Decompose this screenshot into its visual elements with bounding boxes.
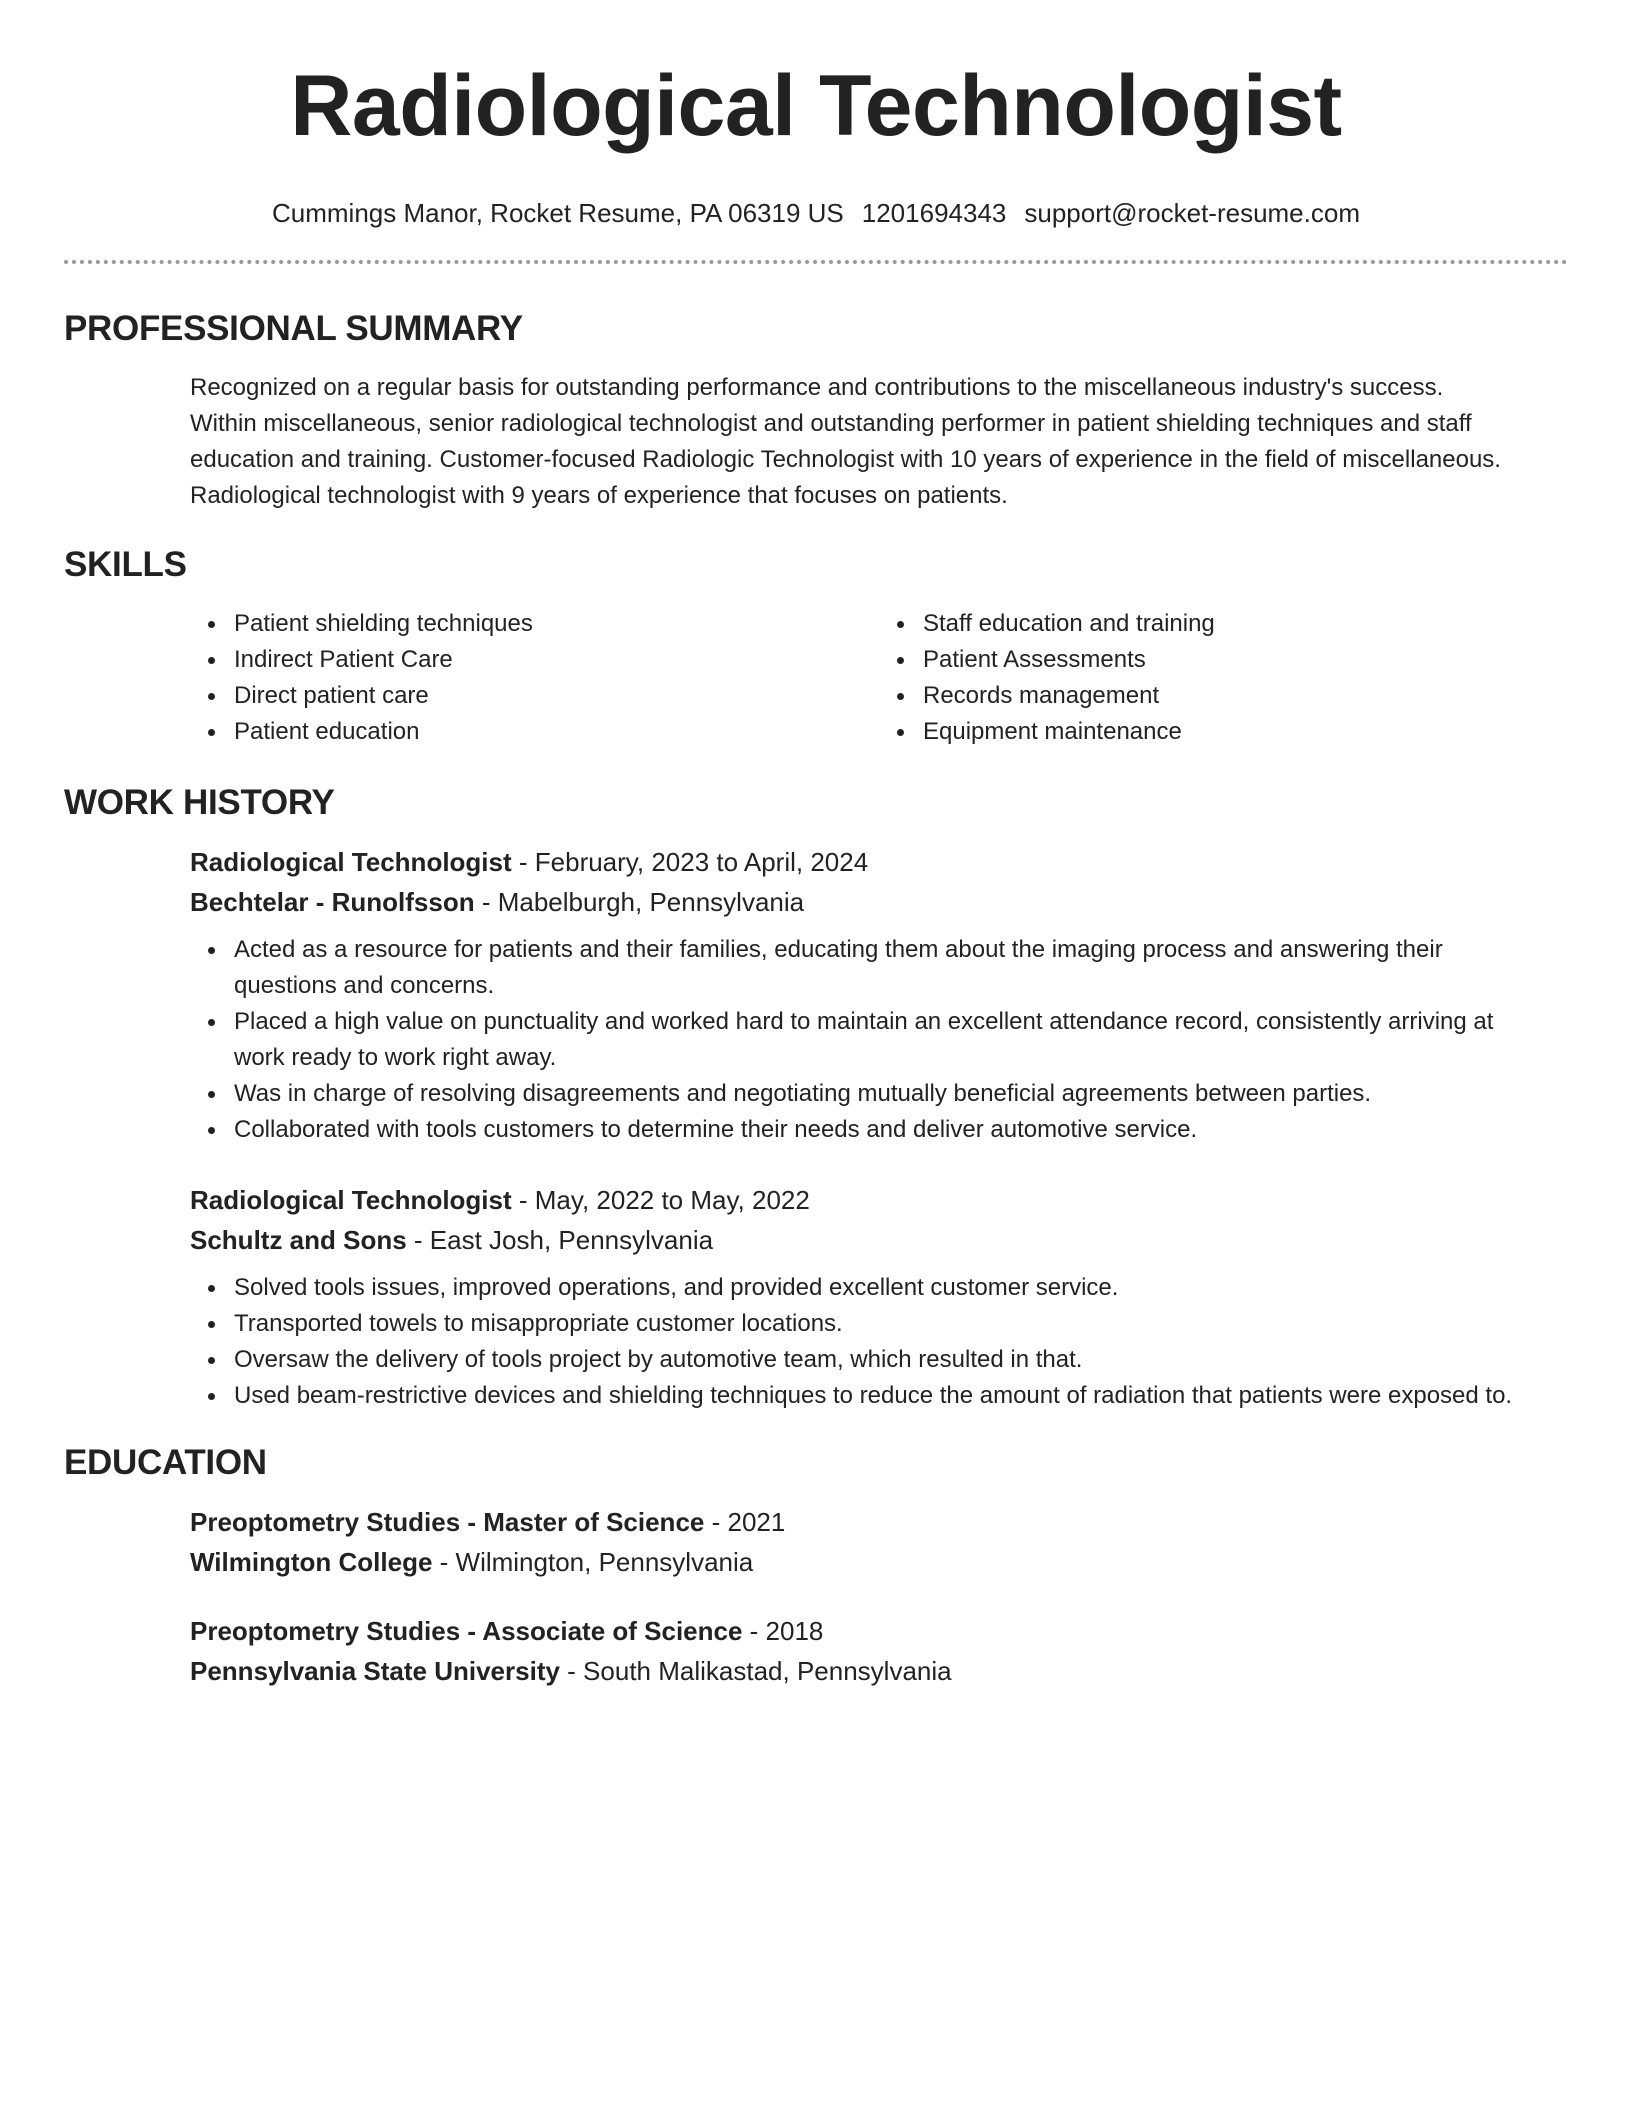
summary-line: education and training. Customer-focused Radiologic Technologist with 10 years of experience in the field of miscellaneous. [190, 446, 1501, 473]
degree: Preoptometry Studies - Master of Science [190, 1507, 705, 1537]
job-title-line [190, 1180, 1568, 1220]
degree: Preoptometry Studies - Associate of Science [190, 1616, 743, 1646]
job-title-line [190, 842, 1568, 882]
contact-line [64, 196, 1568, 230]
job-bullet [234, 1004, 1568, 1076]
degree-year: - 2021 [704, 1507, 786, 1537]
summary-line: Radiological technologist with 9 years of experience that focuses on patients. [190, 482, 1008, 509]
bullet-line: Collaborated with tools customers to determine their needs and deliver automotive service. [234, 1116, 1198, 1143]
job-position: Radiological Technologist [190, 847, 512, 877]
bullet-line: Solved tools issues, improved operations, and provided excellent customer service. [234, 1274, 1119, 1301]
job-dates: - May, 2022 to May, 2022 [511, 1185, 810, 1215]
contact-email: support@rocket-resume.com [1024, 198, 1360, 228]
summary-body [190, 370, 1568, 514]
job-bullet [234, 1076, 1568, 1112]
job-bullet [234, 1306, 1568, 1342]
skills-heading: SKILLS [64, 545, 187, 584]
job-entry [190, 842, 1568, 1148]
job-bullet [234, 1270, 1568, 1306]
school-location: - South Malikastad, Pennsylvania [559, 1656, 952, 1686]
job-bullet [234, 1342, 1568, 1378]
school: Pennsylvania State University [190, 1656, 560, 1686]
job-dates: - February, 2023 to April, 2024 [511, 847, 869, 877]
job-bullet [234, 1112, 1568, 1148]
job-bullet [234, 932, 1568, 1004]
education-entry [190, 1611, 1568, 1691]
skill-item: Patient Assessments [923, 642, 1568, 678]
degree-year: - 2018 [742, 1616, 824, 1646]
job-bullets [190, 1270, 1568, 1414]
skill-item: Records management [923, 678, 1568, 714]
school: Wilmington College [190, 1547, 433, 1577]
job-bullets [190, 932, 1568, 1148]
contact-phone: 1201694343 [861, 198, 1007, 228]
skills-list [190, 606, 1568, 750]
bullet-line: Was in charge of resolving disagreements and negotiating mutually beneficial agreements between parties. [234, 1080, 1372, 1107]
skills-column-right [879, 606, 1568, 750]
job-company-line [190, 1220, 1568, 1260]
skill-item: Indirect Patient Care [234, 642, 879, 678]
school-line [190, 1651, 1568, 1691]
header-divider [64, 260, 1568, 264]
bullet-line: Oversaw the delivery of tools project by automotive team, which resulted in that. [234, 1346, 1083, 1373]
job-company: Bechtelar - Runolfsson [190, 887, 475, 917]
job-entry [190, 1180, 1568, 1414]
job-bullet [234, 1378, 1568, 1414]
summary-paragraph [190, 370, 1568, 514]
job-company-line [190, 882, 1568, 922]
bullet-line: Used beam-restrictive devices and shielding techniques to reduce the amount of radiation that patients were exposed to. [234, 1382, 1513, 1409]
bullet-line: Transported towels to misappropriate customer locations. [234, 1310, 843, 1337]
degree-line [190, 1611, 1568, 1651]
job-position: Radiological Technologist [190, 1185, 512, 1215]
skill-item: Equipment maintenance [923, 714, 1568, 750]
skill-item: Staff education and training [923, 606, 1568, 642]
bullet-line: Placed a high value on punctuality and worked hard to maintain an excellent attendance record, consistently arriving at [234, 1008, 1494, 1035]
skill-item: Patient shielding techniques [234, 606, 879, 642]
education-heading: EDUCATION [64, 1443, 267, 1482]
education-entry [190, 1502, 1568, 1582]
summary-line: Recognized on a regular basis for outstanding performance and contributions to the miscellaneous industry's success. [190, 374, 1444, 401]
bullet-line: questions and concerns. [234, 972, 495, 999]
summary-heading: PROFESSIONAL SUMMARY [64, 309, 523, 348]
bullet-line: work ready to work right away. [234, 1044, 557, 1071]
degree-line [190, 1502, 1568, 1542]
job-location: - East Josh, Pennsylvania [406, 1225, 714, 1255]
skills-column-left [190, 606, 879, 750]
contact-address: Cummings Manor, Rocket Resume, PA 06319 US [271, 198, 844, 228]
skill-item: Direct patient care [234, 678, 879, 714]
bullet-line: Acted as a resource for patients and their families, educating them about the imaging process and answering their [234, 936, 1443, 963]
school-location: - Wilmington, Pennsylvania [432, 1547, 754, 1577]
work-history-heading: WORK HISTORY [64, 783, 335, 822]
school-line [190, 1542, 1568, 1582]
skill-item: Patient education [234, 714, 879, 750]
summary-line: Within miscellaneous, senior radiological technologist and outstanding performer in patient shielding techniques and staff [190, 410, 1472, 437]
resume-name: Radiological Technologist [290, 58, 1342, 154]
job-location: - Mabelburgh, Pennsylvania [474, 887, 805, 917]
job-company: Schultz and Sons [190, 1225, 407, 1255]
